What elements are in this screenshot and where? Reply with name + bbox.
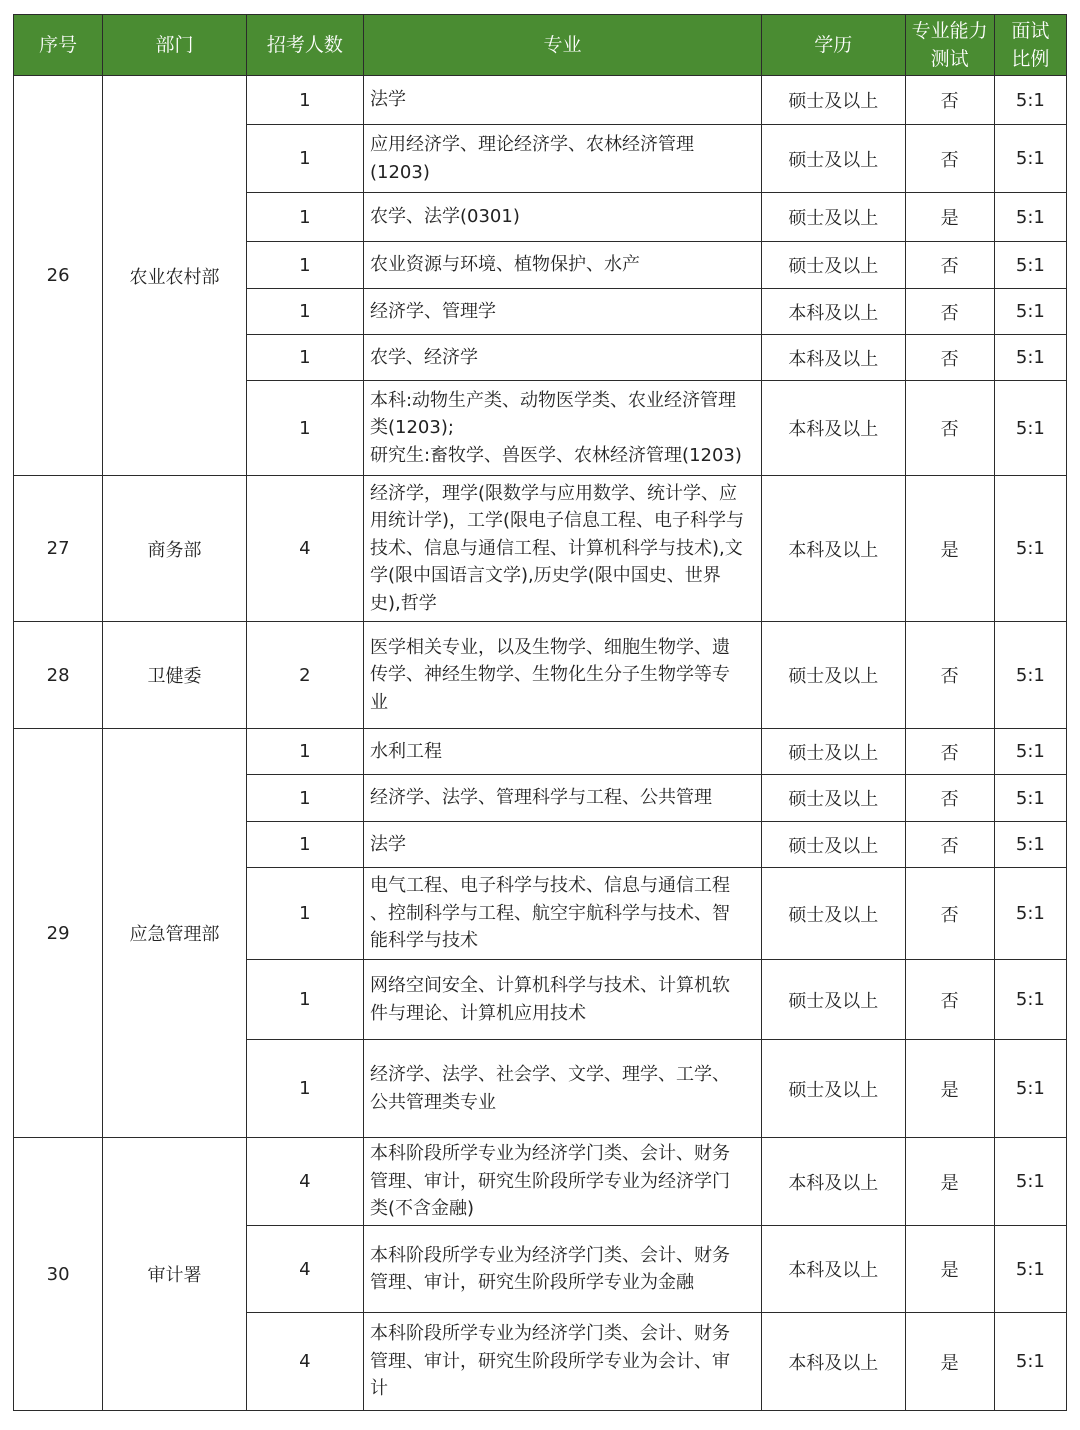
count-cell: 1 [246, 960, 363, 1040]
seq-cell: 27 [14, 476, 103, 622]
header-count: 招考人数 [246, 15, 363, 76]
major-cell [363, 729, 761, 775]
test-cell: 否 [905, 242, 994, 289]
edu-cell: 硕士及以上 [762, 125, 905, 193]
edu-cell: 硕士及以上 [762, 193, 905, 242]
major-line: 本科阶段所学专业为经济学门类、会计、财务 [369, 1143, 730, 1165]
major-line: 管理、审计，研究生阶段所学专业为金融 [369, 1272, 694, 1293]
major-line: 公共管理类专业 [369, 1091, 496, 1113]
test-cell: 是 [905, 1138, 994, 1226]
major-line: 技术、信息与通信工程、计算机科学与技术),文 [369, 537, 743, 559]
major-cell [363, 381, 761, 476]
major-cell [363, 868, 761, 960]
major-line: 研究生:畜牧学、兽医学、农林经济管理(1203) [369, 444, 742, 466]
ratio-cell: 5:1 [994, 1313, 1066, 1411]
major-cell [363, 1040, 761, 1138]
count-cell: 4 [246, 476, 363, 622]
major-line: 应用经济学、理论经济学、农林经济管理 [369, 134, 694, 155]
major-cell [363, 242, 761, 289]
edu-cell: 硕士及以上 [762, 76, 905, 125]
edu-cell: 本科及以上 [762, 335, 905, 381]
seq-cell: 30 [14, 1138, 103, 1411]
edu-cell: 硕士及以上 [762, 775, 905, 822]
major-cell [363, 193, 761, 242]
test-cell: 否 [905, 729, 994, 775]
ratio-cell: 5:1 [994, 381, 1066, 476]
table-header-row [14, 15, 1067, 76]
ratio-cell: 5:1 [994, 125, 1066, 193]
ratio-cell: 5:1 [994, 476, 1066, 622]
count-cell: 1 [246, 775, 363, 822]
ratio-cell: 5:1 [994, 868, 1066, 960]
count-cell: 1 [246, 868, 363, 960]
major-line: 经济学，理学(限数学与应用数学、统计学、应 [369, 482, 738, 504]
header-seq: 序号 [14, 15, 103, 76]
seq-cell: 29 [14, 729, 103, 1138]
major-line: 法学 [369, 833, 406, 855]
dept-cell: 卫健委 [103, 622, 246, 729]
dept-cell: 应急管理部 [103, 729, 246, 1138]
test-cell: 否 [905, 960, 994, 1040]
major-line: 经济学、法学、社会学、文学、理学、工学、 [369, 1064, 730, 1085]
count-cell: 1 [246, 729, 363, 775]
major-line: 类(1203); [369, 417, 454, 439]
count-cell: 1 [246, 381, 363, 476]
major-line: 经济学、管理学 [369, 300, 496, 322]
ratio-cell: 5:1 [994, 822, 1066, 868]
count-cell: 1 [246, 335, 363, 381]
table-row [14, 622, 1067, 729]
header-major: 专业 [363, 15, 761, 76]
major-line: 计 [369, 1378, 388, 1400]
major-line: 管理、审计，研究生阶段所学专业为经济学门 [369, 1170, 730, 1192]
table-body [14, 76, 1067, 1411]
major-line: 法学 [369, 89, 406, 111]
edu-cell: 硕士及以上 [762, 729, 905, 775]
table-row [14, 476, 1067, 622]
edu-cell: 本科及以上 [762, 289, 905, 335]
header-ratio-line2: 比例 [1011, 48, 1050, 70]
table-row [14, 1138, 1067, 1226]
count-cell: 1 [246, 822, 363, 868]
major-cell [363, 960, 761, 1040]
major-line: 农学、法学(0301) [369, 206, 520, 228]
header-test-line1: 专业能力 [911, 20, 988, 42]
major-line: 本科阶段所学专业为经济学门类、会计、财务 [369, 1244, 730, 1266]
major-line: 传学、神经生物学、生物化生分子生物学等专 [369, 664, 730, 686]
test-cell: 否 [905, 622, 994, 729]
edu-cell: 本科及以上 [762, 1313, 905, 1411]
edu-cell: 本科及以上 [762, 1138, 905, 1226]
count-cell: 1 [246, 1040, 363, 1138]
test-cell: 否 [905, 775, 994, 822]
edu-cell: 硕士及以上 [762, 242, 905, 289]
header-edu: 学历 [762, 15, 905, 76]
test-cell: 否 [905, 822, 994, 868]
edu-cell: 硕士及以上 [762, 822, 905, 868]
count-cell: 4 [246, 1138, 363, 1226]
test-cell: 是 [905, 1226, 994, 1313]
test-cell: 否 [905, 868, 994, 960]
ratio-cell: 5:1 [994, 1040, 1066, 1138]
ratio-cell: 5:1 [994, 193, 1066, 242]
major-line: 类(不含金融) [369, 1198, 475, 1220]
seq-cell: 28 [14, 622, 103, 729]
edu-cell: 硕士及以上 [762, 868, 905, 960]
major-cell [363, 775, 761, 822]
major-cell [363, 335, 761, 381]
ratio-cell: 5:1 [994, 1226, 1066, 1313]
major-cell [363, 476, 761, 622]
edu-cell: 本科及以上 [762, 381, 905, 476]
count-cell: 2 [246, 622, 363, 729]
table-row [14, 729, 1067, 775]
ratio-cell: 5:1 [994, 775, 1066, 822]
dept-cell: 审计署 [103, 1138, 246, 1411]
test-cell: 否 [905, 289, 994, 335]
test-cell: 否 [905, 76, 994, 125]
major-cell [363, 822, 761, 868]
test-cell: 是 [905, 1313, 994, 1411]
major-cell [363, 289, 761, 335]
header-dept: 部门 [103, 15, 246, 76]
count-cell: 1 [246, 193, 363, 242]
edu-cell: 硕士及以上 [762, 622, 905, 729]
ratio-cell: 5:1 [994, 960, 1066, 1040]
major-cell [363, 1226, 761, 1313]
header-test [905, 15, 994, 76]
major-line: 本科:动物生产类、动物医学类、农业经济管理 [369, 389, 737, 411]
edu-cell: 本科及以上 [762, 476, 905, 622]
major-cell [363, 622, 761, 729]
header-test-line2: 测试 [930, 48, 969, 70]
table-row [14, 76, 1067, 125]
major-line: 网络空间安全、计算机科学与技术、计算机软 [369, 975, 730, 996]
count-cell: 1 [246, 125, 363, 193]
major-cell [363, 125, 761, 193]
ratio-cell: 5:1 [994, 242, 1066, 289]
count-cell: 1 [246, 242, 363, 289]
major-line: 农业资源与环境、植物保护、水产 [369, 254, 640, 276]
dept-cell: 商务部 [103, 476, 246, 622]
recruitment-table [13, 14, 1067, 1411]
count-cell: 1 [246, 76, 363, 125]
ratio-cell: 5:1 [994, 729, 1066, 775]
header-ratio-line1: 面试 [1011, 20, 1050, 42]
test-cell: 否 [905, 381, 994, 476]
major-line: 经济学、法学、管理科学与工程、公共管理 [369, 787, 712, 809]
major-cell [363, 1313, 761, 1411]
header-ratio [994, 15, 1066, 76]
test-cell: 否 [905, 335, 994, 381]
major-line: 业 [369, 691, 388, 713]
major-line: (1203) [369, 161, 430, 183]
major-line: 医学相关专业，以及生物学、细胞生物学、遗 [369, 636, 730, 658]
count-cell: 4 [246, 1313, 363, 1411]
test-cell: 是 [905, 1040, 994, 1138]
test-cell: 否 [905, 125, 994, 193]
major-line: 学(限中国语言文学),历史学(限中国史、世界 [369, 565, 721, 587]
major-line: 管理、审计，研究生阶段所学专业为会计、审 [369, 1350, 730, 1372]
major-line: 史),哲学 [369, 592, 437, 614]
edu-cell: 硕士及以上 [762, 960, 905, 1040]
test-cell: 是 [905, 193, 994, 242]
major-line: 水利工程 [369, 740, 442, 762]
major-line: 农学、经济学 [369, 346, 478, 368]
major-line: 电气工程、电子科学与技术、信息与通信工程 [369, 875, 730, 897]
count-cell: 1 [246, 289, 363, 335]
ratio-cell: 5:1 [994, 289, 1066, 335]
test-cell: 是 [905, 476, 994, 622]
count-cell: 4 [246, 1226, 363, 1313]
ratio-cell: 5:1 [994, 76, 1066, 125]
ratio-cell: 5:1 [994, 335, 1066, 381]
major-cell [363, 1138, 761, 1226]
dept-cell: 农业农村部 [103, 76, 246, 476]
edu-cell: 硕士及以上 [762, 1040, 905, 1138]
seq-cell: 26 [14, 76, 103, 476]
major-line: 、控制科学与工程、航空宇航科学与技术、智 [369, 902, 730, 924]
edu-cell: 本科及以上 [762, 1226, 905, 1313]
major-line: 用统计学)，工学(限电子信息工程、电子科学与 [369, 510, 745, 532]
ratio-cell: 5:1 [994, 1138, 1066, 1226]
major-line: 件与理论、计算机应用技术 [369, 1002, 586, 1024]
major-cell [363, 76, 761, 125]
major-line: 能科学与技术 [369, 930, 478, 952]
ratio-cell: 5:1 [994, 622, 1066, 729]
major-line: 本科阶段所学专业为经济学门类、会计、财务 [369, 1323, 730, 1345]
